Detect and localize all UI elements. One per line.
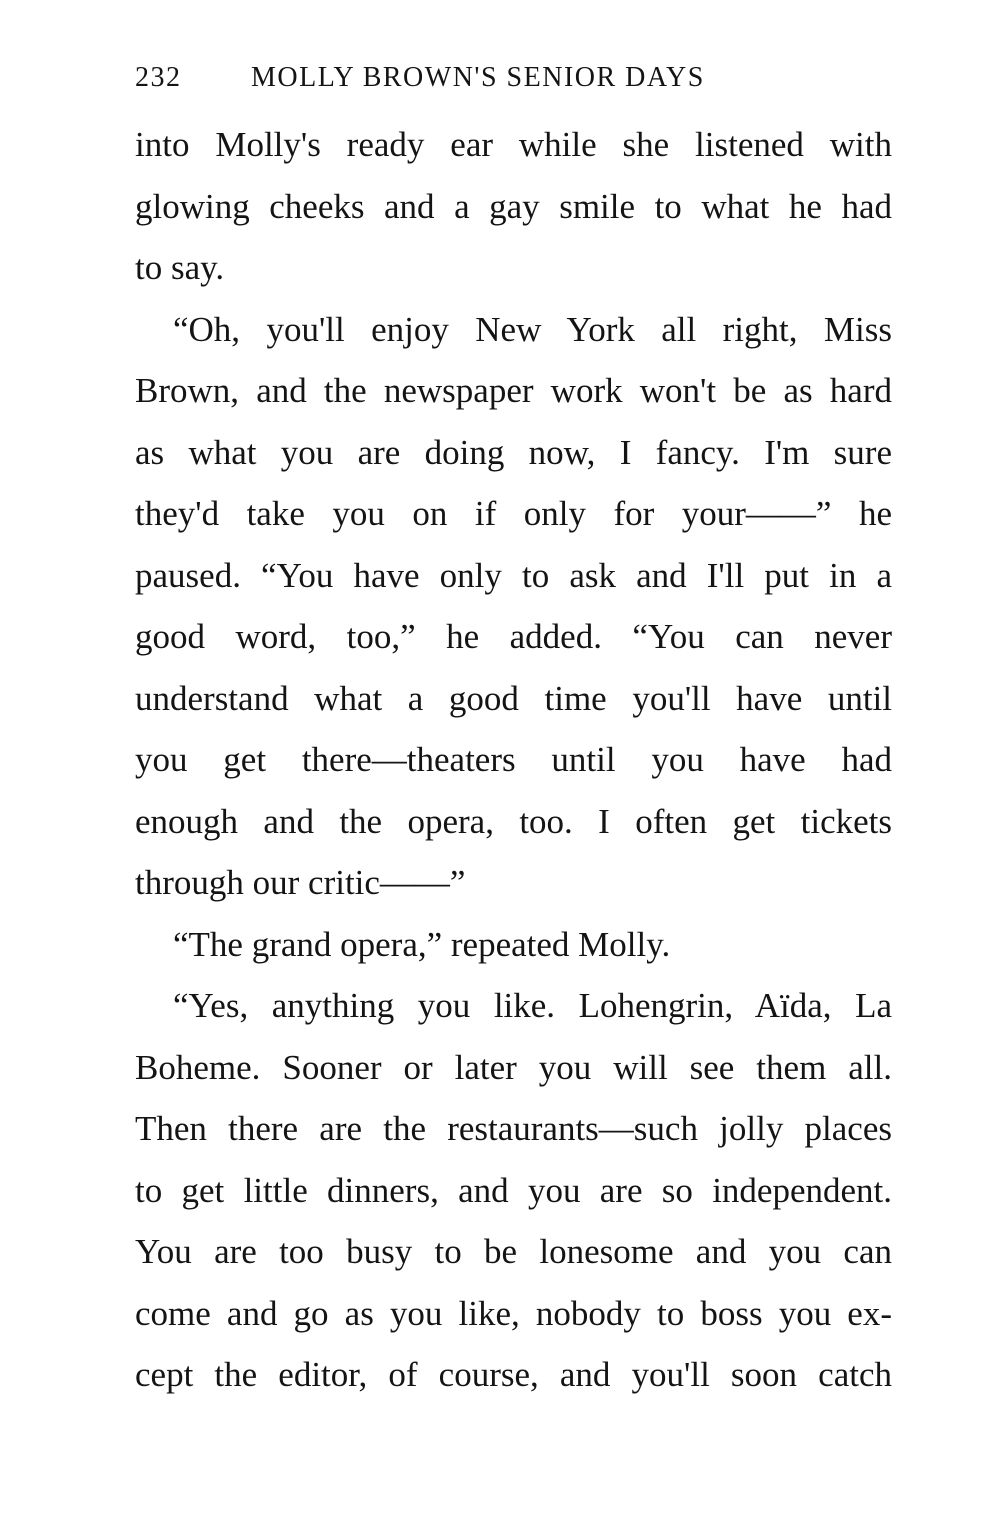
text-line: good word, too,” he added. “You can never [135,617,892,656]
text-line: come and go as you like, nobody to boss you ex- [135,1293,892,1333]
text-line: Boheme. Sooner or later you will see them all. [135,1047,892,1087]
text-line: into Molly's ready ear while she listened with [135,125,892,164]
text-line: enough and the opera, too. I often get tickets [135,801,892,841]
text-line: glowing cheeks and a gay smile to what he had [135,186,892,226]
text-line: to say. [135,248,225,287]
book-title: MOLLY BROWN'S SENIOR DAYS [251,62,705,93]
text-line: Brown, and the newspaper work won't be as hard [135,371,892,410]
text-line: paused. “You have only to ask and I'll put in a [135,555,892,595]
text-line: you get there—theaters until you have had [135,740,892,779]
text-line: “Oh, you'll enjoy New York all right, Miss [173,309,892,349]
running-head [135,58,895,98]
page-number: 232 [135,62,182,93]
text-line: through our critic——” [135,863,466,902]
text-line: Then there are the restaurants—such jolly places [135,1109,892,1148]
text-line: they'd take you on if only for your——” he [135,494,892,533]
text-line: cept the editor, of course, and you'll soon catch [135,1355,892,1394]
body-text [135,114,892,1406]
text-line: understand what a good time you'll have until [135,678,892,718]
text-line: to get little dinners, and you are so independent. [135,1170,892,1210]
text-line: You are too busy to be lonesome and you can [135,1232,892,1271]
text-line: “Yes, anything you like. Lohengrin, Aïda, La [173,986,892,1025]
text-line: “The grand opera,” repeated Molly. [173,924,671,964]
text-line: as what you are doing now, I fancy. I'm sure [135,432,892,472]
